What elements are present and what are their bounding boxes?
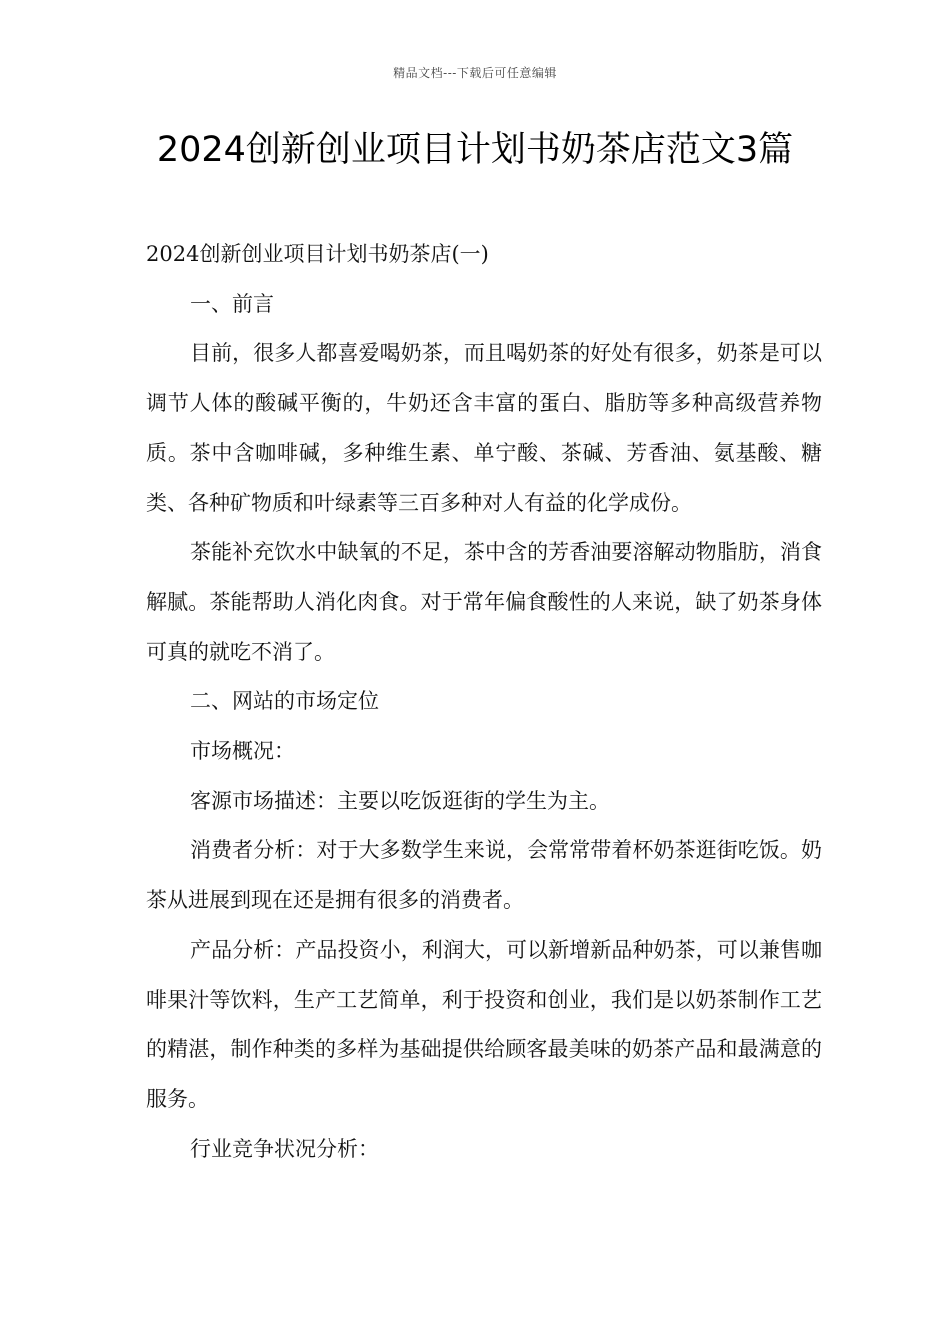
page-header: 精品文档---下载后可任意编辑 [393,66,557,80]
section-heading-preface: 一、前言 [190,291,274,316]
paragraph: 目前，很多人都喜爱喝奶茶，而且喝奶茶的好处有很多，奶茶是可以调节人体的酸碱平衡的，牛奶还含丰富的蛋白、脂肪等多种高级营养物质。茶中含咖啡碱，多种维生素、单宁酸、茶碱、芳香油、氨基酸、糖类、各种矿物质和叶绿素等三百多种对人有益的化学成份。 [146,341,822,515]
paragraph: 行业竞争状况分析： [190,1136,379,1161]
document-title: 2024创新创业项目计划书奶茶店范文3篇 [156,130,794,170]
paragraph: 消费者分析：对于大多数学生来说，会常常带着杯奶茶逛街吃饭。奶茶从进展到现在还是拥有很多的消费者。 [146,838,822,913]
paragraph: 产品分析：产品投资小，利润大，可以新增新品种奶茶，可以兼售咖啡果汁等饮料，生产工艺简单，利于投资和创业，我们是以奶茶制作工艺的精湛，制作种类的多样为基础提供给顾客最美味的奶茶产品和最满意的服务。 [146,937,822,1111]
paragraph: 客源市场描述：主要以吃饭逛街的学生为主。 [190,788,610,813]
section-heading-market-positioning: 二、网站的市场定位 [190,689,379,714]
subtitle-paragraph: 2024创新创业项目计划书奶茶店(一) [146,242,489,266]
paragraph: 市场概况： [190,739,295,764]
document-body [146,230,822,1174]
paragraph: 茶能补充饮水中缺氧的不足，茶中含的芳香油要溶解动物脂肪，消食解腻。茶能帮助人消化肉食。对于常年偏食酸性的人来说，缺了奶茶身体可真的就吃不消了。 [146,540,822,664]
